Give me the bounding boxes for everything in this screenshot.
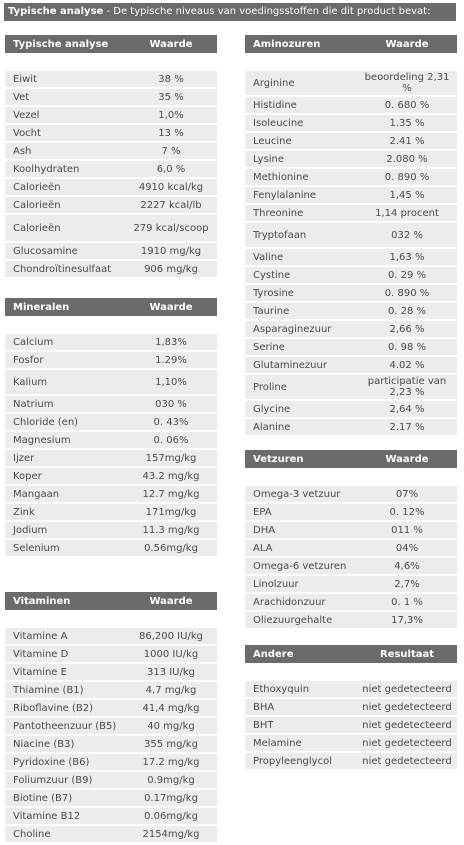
nutrient-value: 4,7 mg/kg — [125, 681, 217, 699]
nutrient-name: Calcium — [5, 333, 125, 351]
nutrient-value: niet gedetecteerd — [357, 734, 457, 752]
nutrient-value: 355 mg/kg — [125, 735, 217, 753]
table-row — [245, 248, 457, 266]
nutrient-name: Vitamine D — [5, 645, 125, 663]
table-header-row — [5, 298, 217, 316]
nutrient-name: Taurine — [245, 302, 357, 320]
table-row — [5, 369, 217, 395]
nutrient-name: ALA — [245, 539, 357, 557]
nutrient-value: 1000 IU/kg — [125, 645, 217, 663]
nutrient-name: Leucine — [245, 132, 357, 150]
table-row — [245, 593, 457, 611]
spacer-row — [5, 316, 217, 333]
table-header-row — [245, 645, 457, 663]
nutrient-value: 0. 890 % — [357, 168, 457, 186]
table-row — [5, 699, 217, 717]
nutrient-value: 0. 1 % — [357, 593, 457, 611]
nutrient-value: 0.17mg/kg — [125, 789, 217, 807]
nutrient-name: Zink — [5, 503, 125, 521]
nutrient-name: Vet — [5, 88, 125, 106]
nutrient-name: Calorieën — [5, 178, 125, 196]
nutrient-name: Glutaminezuur — [245, 356, 357, 374]
table-row — [5, 178, 217, 196]
table-row — [245, 168, 457, 186]
nutrient-value: 1,14 procent — [357, 204, 457, 222]
nutrient-value: beoordeling 2,31 % — [357, 70, 457, 96]
nutrient-value: 2.17 % — [357, 418, 457, 436]
table-row — [5, 449, 217, 467]
column-header-value: Waarde — [125, 592, 217, 610]
nutrient-value: 171mg/kg — [125, 503, 217, 521]
nutrient-name: Eiwit — [5, 70, 125, 88]
column-header-value: Waarde — [357, 35, 457, 53]
nutrient-name: Oliezuurgehalte — [245, 611, 357, 629]
nutrient-value: 313 IU/kg — [125, 663, 217, 681]
table-row — [245, 114, 457, 132]
nutrient-value: 1.35 % — [357, 114, 457, 132]
nutrient-name: Natrium — [5, 395, 125, 413]
nutrient-name: Lysine — [245, 150, 357, 168]
table-row — [245, 734, 457, 752]
nutrient-name: Alanine — [245, 418, 357, 436]
nutrient-name: Vezel — [5, 106, 125, 124]
column-header-name: Typische analyse — [5, 35, 125, 53]
nutrient-value: 0. 12% — [357, 503, 457, 521]
nutrient-name: Niacine (B3) — [5, 735, 125, 753]
table-row — [245, 284, 457, 302]
nutrient-name: Methionine — [245, 168, 357, 186]
table-row — [245, 70, 457, 96]
nutrient-name: Pyridoxine (B6) — [5, 753, 125, 771]
nutrient-value: 2,7% — [357, 575, 457, 593]
nutrient-name: Arginine — [245, 70, 357, 96]
nutrient-name: BHT — [245, 716, 357, 734]
nutrient-name: EPA — [245, 503, 357, 521]
table-row — [5, 681, 217, 699]
nutrient-name: Fenylalanine — [245, 186, 357, 204]
table-row — [5, 395, 217, 413]
table-header-row — [5, 35, 217, 53]
page-subtitle: - De typische niveaus van voedingsstoffen die dit product bevat: — [103, 6, 431, 17]
vetzuren-table — [245, 450, 457, 630]
nutrient-value: 0. 680 % — [357, 96, 457, 114]
nutrient-value: 2,66 % — [357, 320, 457, 338]
nutrient-value: 4.02 % — [357, 356, 457, 374]
table-row — [245, 132, 457, 150]
table-row — [245, 539, 457, 557]
table-row — [5, 88, 217, 106]
nutrient-name: Valine — [245, 248, 357, 266]
nutrient-value: 0.56mg/kg — [125, 539, 217, 557]
table-row — [5, 214, 217, 242]
nutrient-name: Glycine — [245, 400, 357, 418]
nutrient-name: Pantotheenzuur (B5) — [5, 717, 125, 735]
nutrient-name: Omega-6 vetzuren — [245, 557, 357, 575]
spacer-row — [245, 468, 457, 485]
nutrient-value: 35 % — [125, 88, 217, 106]
table-row — [5, 351, 217, 369]
nutrient-name: Jodium — [5, 521, 125, 539]
table-row — [245, 485, 457, 503]
nutrient-value: 157mg/kg — [125, 449, 217, 467]
table-row — [245, 150, 457, 168]
nutrient-value: 0. 890 % — [357, 284, 457, 302]
nutrient-value: 40 mg/kg — [125, 717, 217, 735]
table-row — [5, 627, 217, 645]
nutrient-name: Thiamine (B1) — [5, 681, 125, 699]
nutrient-name: Selenium — [5, 539, 125, 557]
nutrient-name: Fosfor — [5, 351, 125, 369]
nutrient-name: Serine — [245, 338, 357, 356]
table-row — [5, 771, 217, 789]
nutrient-name: Glucosamine — [5, 242, 125, 260]
nutrient-name: Biotine (B7) — [5, 789, 125, 807]
nutrient-name: Tyrosine — [245, 284, 357, 302]
nutrient-value: 13 % — [125, 124, 217, 142]
nutrient-value: 4,6% — [357, 557, 457, 575]
table-row — [5, 485, 217, 503]
table-row — [245, 503, 457, 521]
nutrient-value: 2227 kcal/lb — [125, 196, 217, 214]
nutrient-value: 1,63 % — [357, 248, 457, 266]
nutrient-name: Chondroïtinesulfaat — [5, 260, 125, 278]
nutrient-value: 1,45 % — [357, 186, 457, 204]
nutrient-value: niet gedetecteerd — [357, 752, 457, 770]
table-row — [5, 124, 217, 142]
table-row — [245, 356, 457, 374]
nutrient-value: 1,10% — [125, 369, 217, 395]
nutrient-name: Tryptofaan — [245, 222, 357, 248]
andere-table — [245, 645, 457, 771]
nutrient-value: 17,3% — [357, 611, 457, 629]
nutrient-value: 0. 28 % — [357, 302, 457, 320]
vitaminen-table — [5, 592, 217, 844]
table-row — [245, 680, 457, 698]
nutrient-value: 2154mg/kg — [125, 825, 217, 843]
nutrient-name: Isoleucine — [245, 114, 357, 132]
table-row — [245, 266, 457, 284]
nutrient-name: DHA — [245, 521, 357, 539]
nutrient-value: 0. 06% — [125, 431, 217, 449]
page-title: Typische analyse — [8, 6, 104, 17]
nutrient-name: Mangaan — [5, 485, 125, 503]
table-row — [245, 374, 457, 400]
aminozuren-table — [245, 35, 457, 437]
nutrient-name: Ash — [5, 142, 125, 160]
table-row — [5, 242, 217, 260]
nutrient-name: Calorieën — [5, 214, 125, 242]
nutrient-value: 0. 98 % — [357, 338, 457, 356]
spacer-row — [5, 53, 217, 70]
nutrient-value: 1910 mg/kg — [125, 242, 217, 260]
nutrient-value: 011 % — [357, 521, 457, 539]
table-row — [5, 503, 217, 521]
nutrient-name: Histidine — [245, 96, 357, 114]
nutrient-value: 0. 43% — [125, 413, 217, 431]
nutrient-value: 906 mg/kg — [125, 260, 217, 278]
column-header-name: Vetzuren — [245, 450, 357, 468]
typische-analyse-table — [5, 35, 217, 279]
table-row — [5, 413, 217, 431]
nutrient-value: participatie van 2,23 % — [357, 374, 457, 400]
nutrient-name: Vitamine E — [5, 663, 125, 681]
column-header-value: Resultaat — [357, 645, 457, 663]
table-row — [245, 418, 457, 436]
table-row — [245, 521, 457, 539]
table-row — [245, 222, 457, 248]
nutrient-value: niet gedetecteerd — [357, 698, 457, 716]
nutrient-name: BHA — [245, 698, 357, 716]
nutrient-value: 0.9mg/kg — [125, 771, 217, 789]
table-row — [245, 338, 457, 356]
nutrient-name: Asparaginezuur — [245, 320, 357, 338]
column-header-value: Waarde — [125, 298, 217, 316]
nutrient-name: Foliumzuur (B9) — [5, 771, 125, 789]
nutrient-value: 07% — [357, 485, 457, 503]
table-row — [5, 431, 217, 449]
nutrient-value: 2,64 % — [357, 400, 457, 418]
table-row — [5, 645, 217, 663]
table-row — [5, 521, 217, 539]
nutrient-value: 0. 29 % — [357, 266, 457, 284]
table-row — [245, 557, 457, 575]
nutrient-value: 279 kcal/scoop — [125, 214, 217, 242]
table-row — [245, 752, 457, 770]
table-header-row — [5, 592, 217, 610]
mineralen-table — [5, 298, 217, 558]
spacer-row — [245, 663, 457, 680]
table-row — [5, 467, 217, 485]
nutrient-value: 12.7 mg/kg — [125, 485, 217, 503]
nutrient-name: Vitamine A — [5, 627, 125, 645]
nutrient-value: 1.29% — [125, 351, 217, 369]
nutrient-value: 17.2 mg/kg — [125, 753, 217, 771]
table-row — [5, 807, 217, 825]
table-row — [5, 717, 217, 735]
nutrient-name: Threonine — [245, 204, 357, 222]
nutrient-value: 41,4 mg/kg — [125, 699, 217, 717]
column-header-name: Vitaminen — [5, 592, 125, 610]
nutrient-name: Kalium — [5, 369, 125, 395]
nutrient-value: 4910 kcal/kg — [125, 178, 217, 196]
column-header-name: Aminozuren — [245, 35, 357, 53]
table-header-row — [245, 450, 457, 468]
nutrient-value: 38 % — [125, 70, 217, 88]
nutrient-name: Ethoxyquin — [245, 680, 357, 698]
nutrient-value: niet gedetecteerd — [357, 716, 457, 734]
table-row — [245, 320, 457, 338]
table-row — [5, 735, 217, 753]
table-row — [245, 611, 457, 629]
nutrient-name: Koolhydraten — [5, 160, 125, 178]
nutrient-name: Choline — [5, 825, 125, 843]
table-row — [245, 96, 457, 114]
nutrient-name: Ijzer — [5, 449, 125, 467]
nutrient-name: Magnesium — [5, 431, 125, 449]
table-row — [245, 575, 457, 593]
page-header — [4, 3, 456, 21]
table-header-row — [245, 35, 457, 53]
table-row — [5, 539, 217, 557]
nutrient-name: Vocht — [5, 124, 125, 142]
table-row — [5, 70, 217, 88]
nutrient-value: 04% — [357, 539, 457, 557]
table-row — [245, 302, 457, 320]
table-row — [5, 825, 217, 843]
table-row — [5, 789, 217, 807]
column-header-name: Mineralen — [5, 298, 125, 316]
nutrient-value: 1,83% — [125, 333, 217, 351]
nutrient-name: Calorieën — [5, 196, 125, 214]
nutrient-name: Arachidonzuur — [245, 593, 357, 611]
nutrient-value: niet gedetecteerd — [357, 680, 457, 698]
spacer-row — [5, 610, 217, 627]
nutrient-name: Vitamine B12 — [5, 807, 125, 825]
table-row — [245, 698, 457, 716]
table-row — [5, 333, 217, 351]
nutrient-name: Proline — [245, 374, 357, 400]
table-row — [5, 753, 217, 771]
table-row — [5, 160, 217, 178]
column-header-name: Andere — [245, 645, 357, 663]
table-row — [5, 196, 217, 214]
table-row — [5, 142, 217, 160]
table-row — [245, 400, 457, 418]
nutrient-value: 0.06mg/kg — [125, 807, 217, 825]
nutrient-name: Koper — [5, 467, 125, 485]
nutrient-value: 6,0 % — [125, 160, 217, 178]
nutrient-value: 032 % — [357, 222, 457, 248]
nutrient-value: 2.080 % — [357, 150, 457, 168]
spacer-row — [245, 53, 457, 70]
nutrient-name: Chloride (en) — [5, 413, 125, 431]
table-row — [5, 260, 217, 278]
nutrient-name: Linolzuur — [245, 575, 357, 593]
nutrient-value: 2.41 % — [357, 132, 457, 150]
table-row — [5, 106, 217, 124]
nutrient-value: 11.3 mg/kg — [125, 521, 217, 539]
nutrient-value: 1,0% — [125, 106, 217, 124]
nutrient-value: 030 % — [125, 395, 217, 413]
nutrient-value: 7 % — [125, 142, 217, 160]
table-row — [245, 716, 457, 734]
nutrient-name: Melamine — [245, 734, 357, 752]
table-row — [5, 663, 217, 681]
nutrient-name: Omega-3 vetzuur — [245, 485, 357, 503]
column-header-value: Waarde — [125, 35, 217, 53]
table-row — [245, 186, 457, 204]
nutrient-value: 43.2 mg/kg — [125, 467, 217, 485]
nutrient-name: Propyleenglycol — [245, 752, 357, 770]
table-row — [245, 204, 457, 222]
column-header-value: Waarde — [357, 450, 457, 468]
nutrient-value: 86,200 IU/kg — [125, 627, 217, 645]
nutrient-name: Riboflavine (B2) — [5, 699, 125, 717]
nutrient-name: Cystine — [245, 266, 357, 284]
